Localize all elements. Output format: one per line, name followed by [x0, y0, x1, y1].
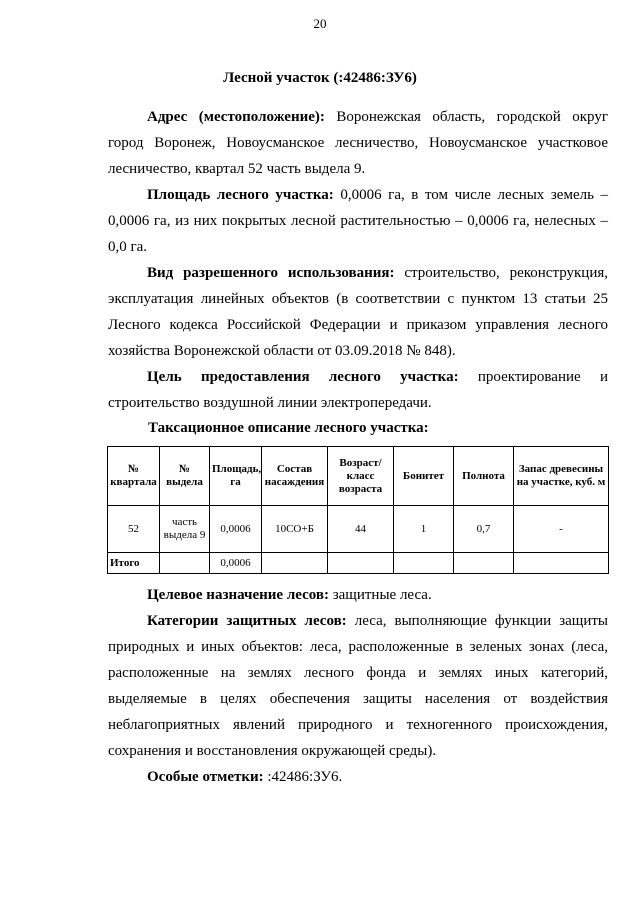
header-density: Полнота: [454, 447, 514, 506]
header-stock: Запас древесины на участке, куб. м: [514, 447, 609, 506]
header-bonitet: Бонитет: [394, 447, 454, 506]
notes-text: :42486:ЗУ6.: [263, 769, 343, 785]
taxation-table: [107, 446, 609, 574]
header-composition: Состав насаждения: [262, 447, 328, 506]
header-area: Площадь, га: [210, 447, 262, 506]
notes-label: Особые отметки:: [147, 769, 264, 785]
total-empty-5: [454, 553, 514, 574]
usage-paragraph: [108, 260, 608, 364]
header-quarter: № квартала: [108, 447, 160, 506]
cell-composition: 10СО+Б: [262, 506, 328, 553]
notes-paragraph: [108, 764, 608, 790]
cell-section: часть выдела 9: [160, 506, 210, 553]
table-header-row: [108, 447, 609, 506]
total-empty-4: [394, 553, 454, 574]
address-paragraph: [108, 104, 608, 182]
table-row: [108, 506, 609, 553]
designation-text: защитные леса.: [328, 587, 432, 603]
table-title: Таксационное описание лесного участка:: [148, 420, 429, 436]
page-number: 20: [313, 16, 327, 31]
total-area: 0,0006: [210, 553, 262, 574]
categories-text: леса, выполняющие функции защиты природных и иных объектов: леса, расположенные в зеленых зонах (леса, расположенные на землях лесного фонда и землях иных категорий, выделяемые в целях обеспечения защиты населения от воздействия неблагоприятных явлений природного и техногенного происхождения, сохранения и восстановления окружающей среды).: [108, 613, 608, 759]
area-label: Площадь лесного участка:: [147, 187, 334, 203]
purpose-label: Цель предоставления лесного участка:: [147, 369, 459, 385]
area-paragraph: [108, 182, 608, 260]
header-section: № выдела: [160, 447, 210, 506]
header-age: Возраст/ класс возраста: [328, 447, 394, 506]
categories-paragraph: [108, 608, 608, 764]
categories-label: Категории защитных лесов:: [147, 613, 347, 629]
table-total-row: [108, 553, 609, 574]
cell-age: 44: [328, 506, 394, 553]
total-empty-3: [328, 553, 394, 574]
designation-label: Целевое назначение лесов:: [147, 587, 329, 603]
total-empty-1: [160, 553, 210, 574]
page-title: Лесной участок (:42486:ЗУ6): [223, 70, 417, 86]
cell-stock: -: [514, 506, 609, 553]
total-empty-6: [514, 553, 609, 574]
usage-text: строительство, реконструкция, эксплуатация линейных объектов (в соответствии с пунктом 13 статьи 25 Лесного кодекса Российской Федерации и приказом управления лесного хозяйства Воронежской области от 03.09.2018 № 848).: [108, 265, 608, 359]
purpose-text: проектирование и строительство воздушной линии электропередачи.: [108, 369, 608, 411]
purpose-paragraph: [108, 364, 608, 416]
cell-area: 0,0006: [210, 506, 262, 553]
cell-quarter: 52: [108, 506, 160, 553]
area-text: 0,0006 га, в том числе лесных земель – 0,0006 га, из них покрытых лесной растительностью – 0,0006 га, нелесных – 0,0 га.: [108, 187, 608, 255]
cell-bonitet: 1: [394, 506, 454, 553]
address-text: Воронежская область, городской округ город Воронеж, Новоусманское лесничество, Новоусманское участковое лесничество, квартал 52 часть выдела 9.: [108, 109, 608, 177]
designation-paragraph: [108, 582, 608, 608]
usage-label: Вид разрешенного использования:: [147, 265, 395, 281]
total-label: Итого: [108, 553, 160, 574]
address-label: Адрес (местоположение):: [147, 109, 325, 125]
total-empty-2: [262, 553, 328, 574]
cell-density: 0,7: [454, 506, 514, 553]
